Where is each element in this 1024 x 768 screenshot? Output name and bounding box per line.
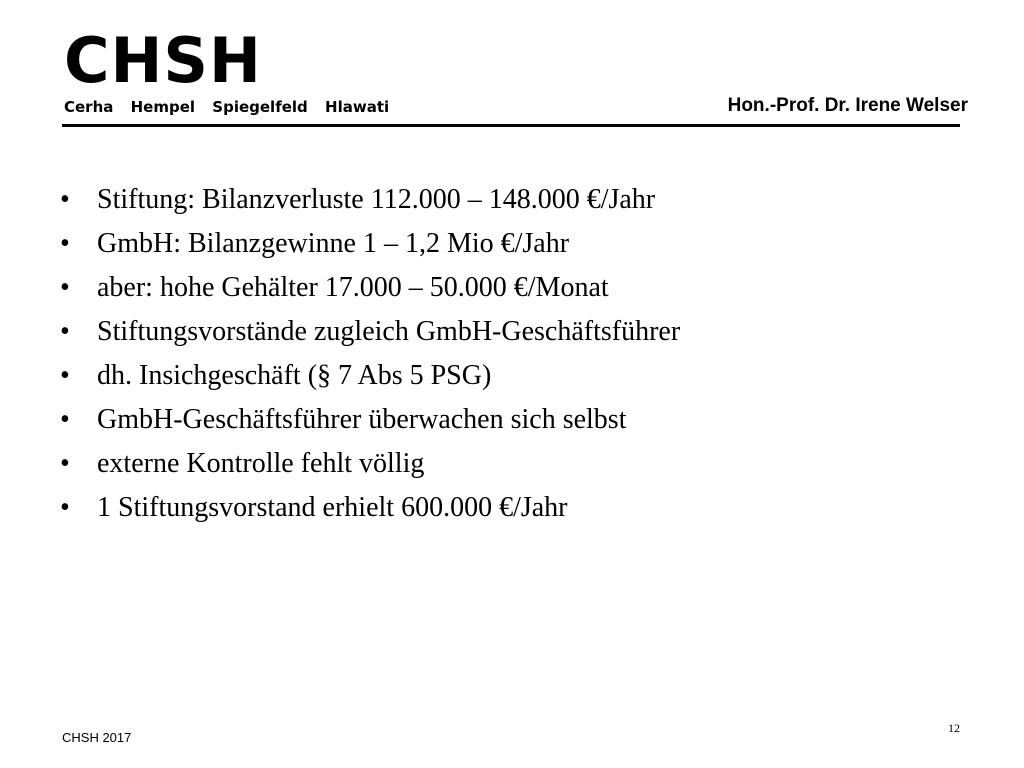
bullet-marker: • <box>60 228 70 259</box>
bullet-item <box>60 178 680 222</box>
footer-copyright: CHSH 2017 <box>62 730 132 745</box>
bullet-marker: • <box>60 184 70 215</box>
bullet-item <box>60 354 680 398</box>
bullet-marker: • <box>60 316 70 347</box>
bullet-marker: • <box>60 404 70 435</box>
bullet-marker: • <box>60 448 70 479</box>
bullet-text: dh. Insichgeschäft (§ 7 Abs 5 PSG) <box>97 360 492 391</box>
bullet-text: Stiftungsvorstände zugleich GmbH-Geschäftsführer <box>97 316 681 347</box>
bullet-text: aber: hohe Gehälter 17.000 – 50.000 €/Monat <box>97 272 609 303</box>
bullet-item <box>60 266 680 310</box>
bullet-list <box>60 178 680 530</box>
bullet-text: externe Kontrolle fehlt völlig <box>97 448 425 479</box>
logo-partner-name: Spiegelfeld <box>212 98 308 116</box>
bullet-text: GmbH: Bilanzgewinne 1 – 1,2 Mio €/Jahr <box>97 228 570 259</box>
logo-partner-name: Hlawati <box>325 98 390 116</box>
bullet-item <box>60 310 680 354</box>
logo-partner-names <box>64 98 401 116</box>
bullet-text: GmbH-Geschäftsführer überwachen sich selbst <box>97 404 627 435</box>
bullet-text: Stiftung: Bilanzverluste 112.000 – 148.000 €/Jahr <box>97 184 656 215</box>
presenter-name: Hon.-Prof. Dr. Irene Welser <box>727 95 968 116</box>
page-number: 12 <box>948 721 960 735</box>
logo-partner-name: Hempel <box>130 98 196 116</box>
logo-mark: CHSH <box>64 24 262 97</box>
bullet-item <box>60 486 680 530</box>
bullet-item <box>60 398 680 442</box>
bullet-item <box>60 222 680 266</box>
bullet-marker: • <box>60 492 70 523</box>
header-divider <box>62 124 960 127</box>
firm-logo <box>64 24 401 116</box>
logo-partner-name: Cerha <box>64 98 114 116</box>
bullet-text: 1 Stiftungsvorstand erhielt 600.000 €/Jahr <box>97 492 568 523</box>
bullet-marker: • <box>60 272 70 303</box>
bullet-marker: • <box>60 360 70 391</box>
bullet-item <box>60 442 680 486</box>
